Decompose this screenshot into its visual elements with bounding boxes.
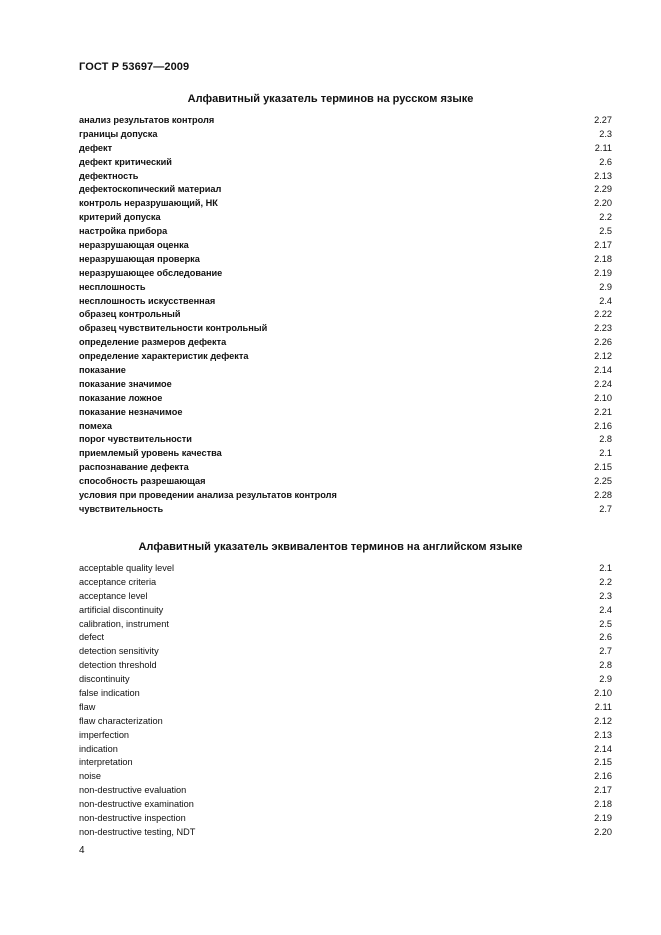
ru-index-ref: 2.28: [594, 490, 612, 501]
en-index-term: artificial discontinuity: [79, 604, 164, 615]
ru-index-entry: [79, 211, 612, 225]
ru-index-term: неразрушающая проверка: [79, 253, 200, 264]
ru-index-ref: 2.5: [599, 226, 612, 237]
ru-index-term: способность разрешающая: [79, 476, 206, 487]
ru-index-term: дефект критический: [79, 156, 172, 167]
ru-index-term: анализ результатов контроля: [79, 115, 215, 125]
en-index-term: detection sensitivity: [79, 646, 159, 657]
en-index-ref: 2.2: [599, 576, 612, 587]
ru-index-term: неразрушающая оценка: [79, 240, 189, 251]
en-index-entry: [79, 631, 612, 645]
en-index-ref: 2.3: [599, 590, 612, 601]
en-index-entry: [79, 812, 612, 826]
en-index-ref: 2.14: [594, 743, 612, 754]
ru-index-term: несплошность: [79, 281, 146, 292]
ru-index-term: показание незначимое: [79, 406, 183, 417]
ru-index-entry: [79, 433, 612, 447]
en-index-entry: [79, 562, 612, 576]
ru-index-ref: 2.8: [599, 434, 612, 445]
ru-index-term: показание ложное: [79, 392, 163, 403]
en-index-entry: [79, 701, 612, 715]
ru-index-term: образец контрольный: [79, 309, 181, 320]
ru-index-entry: [79, 239, 612, 253]
ru-index-ref: 2.18: [594, 253, 612, 264]
en-index-term: noise: [79, 771, 101, 782]
ru-index-entry: [79, 253, 612, 267]
en-index-ref: 2.12: [594, 715, 612, 726]
ru-index-entry: [79, 378, 612, 392]
ru-index-ref: 2.1: [599, 448, 612, 459]
ru-index-entry: [79, 142, 612, 156]
en-index-entry: [79, 590, 612, 604]
ru-index-entry: [79, 392, 612, 406]
ru-index-entry: [79, 364, 612, 378]
ru-index-term: дефектоскопический материал: [79, 184, 222, 195]
en-index-entry: [79, 645, 612, 659]
en-index-entry: [79, 826, 612, 840]
ru-index-term: настройка прибора: [79, 226, 168, 237]
ru-index-entry: [79, 183, 612, 197]
en-index-entry: [79, 756, 612, 770]
ru-index-entry: [79, 447, 612, 461]
ru-index-ref: 2.10: [594, 392, 612, 403]
ru-index-ref: 2.29: [594, 184, 612, 195]
en-index-ref: 2.11: [594, 701, 612, 712]
en-index-entry: [79, 798, 612, 812]
ru-index-entry: [79, 461, 612, 475]
en-index-term: defect: [79, 632, 105, 643]
ru-index-term: несплошность искусственная: [79, 295, 216, 306]
ru-index-term: определение характеристик дефекта: [79, 351, 249, 362]
ru-index-entry: [79, 295, 612, 309]
ru-index-term: чувствительность: [79, 503, 164, 514]
ru-index-term: контроль неразрушающий, НК: [79, 198, 218, 209]
en-index-ref: 2.10: [594, 688, 612, 699]
ru-index-entry: [79, 128, 612, 142]
ru-index-term: распознавание дефекта: [79, 462, 189, 473]
en-index-term: calibration, instrument: [79, 618, 169, 629]
en-index-ref: 2.5: [599, 618, 612, 629]
ru-index-entry: [79, 267, 612, 281]
en-index-ref: 2.15: [594, 757, 612, 768]
ru-index-ref: 2.14: [594, 365, 612, 376]
ru-index-entry: [79, 281, 612, 295]
en-index-term: false indication: [79, 688, 140, 699]
ru-index-ref: 2.3: [599, 128, 612, 139]
en-index-ref: 2.18: [594, 799, 612, 810]
en-index-title: Алфавитный указатель эквивалентов терминов на английском языке: [138, 541, 523, 553]
document-header: ГОСТ Р 53697—2009: [79, 61, 190, 73]
ru-index-ref: 2.12: [594, 351, 612, 362]
ru-index-term: границы допуска: [79, 128, 158, 139]
ru-index-ref: 2.22: [594, 309, 612, 320]
en-index-entry: [79, 715, 612, 729]
ru-index-ref: 2.24: [594, 378, 612, 389]
ru-index-ref: 2.7: [599, 503, 612, 514]
ru-index-title: Алфавитный указатель терминов на русском языке: [187, 93, 474, 105]
ru-index-entry: [79, 156, 612, 170]
ru-index-term: критерий допуска: [79, 212, 161, 223]
ru-index-entry: [79, 322, 612, 336]
en-index-ref: 2.9: [599, 674, 612, 685]
en-index-ref: 2.7: [599, 646, 612, 657]
page-number: 4: [79, 845, 85, 856]
ru-index-entry: [79, 336, 612, 350]
en-index-ref: 2.4: [599, 604, 612, 615]
en-index-entry: [79, 659, 612, 673]
en-index-entry: [79, 687, 612, 701]
ru-index-ref: 2.20: [594, 198, 612, 209]
en-index-term: non-destructive testing, NDT: [79, 826, 196, 837]
en-index-term: flaw: [79, 701, 96, 712]
en-index-term: non-destructive evaluation: [79, 785, 187, 796]
en-index-entry: [79, 618, 612, 632]
ru-index-entry: [79, 308, 612, 322]
ru-index-entry: [79, 197, 612, 211]
en-index-entry: [79, 729, 612, 743]
ru-index-entry: [79, 170, 612, 184]
en-index-entry: [79, 770, 612, 784]
ru-index-ref: 2.4: [599, 295, 612, 306]
ru-index-entry: [79, 503, 612, 517]
ru-index-ref: 2.2: [599, 212, 612, 223]
ru-index-entry: [79, 114, 612, 128]
en-index-term: indication: [79, 743, 118, 754]
ru-index-ref: 2.17: [594, 240, 612, 251]
en-index-entry: [79, 673, 612, 687]
en-index-ref: 2.13: [594, 729, 612, 740]
en-index-ref: 2.20: [594, 826, 612, 837]
en-index-entry: [79, 784, 612, 798]
ru-index-list: [79, 114, 612, 517]
en-index-term: imperfection: [79, 729, 130, 740]
en-index-entry: [79, 604, 612, 618]
ru-index-term: помеха: [79, 420, 113, 431]
en-index-term: acceptance criteria: [79, 576, 157, 587]
en-index-term: flaw characterization: [79, 715, 163, 726]
en-index-entry: [79, 576, 612, 590]
ru-index-ref: 2.6: [599, 156, 612, 167]
ru-index-term: приемлемый уровень качества: [79, 448, 222, 459]
ru-index-ref: 2.21: [594, 406, 612, 417]
ru-index-ref: 2.15: [594, 462, 612, 473]
en-index-term: acceptable quality level: [79, 563, 174, 573]
ru-index-term: дефект: [79, 142, 113, 153]
ru-index-term: показание: [79, 365, 126, 376]
ru-index-ref: 2.25: [594, 476, 612, 487]
ru-index-term: неразрушающее обследование: [79, 267, 223, 278]
ru-index-ref: 2.13: [594, 170, 612, 181]
ru-index-entry: [79, 406, 612, 420]
en-index-term: discontinuity: [79, 674, 130, 685]
en-index-ref: 2.6: [599, 632, 612, 643]
ru-index-term: условия при проведении анализа результатов контроля: [79, 490, 337, 501]
ru-index-term: порог чувствительности: [79, 434, 192, 445]
ru-index-ref: 2.9: [599, 281, 612, 292]
ru-index-ref: 2.26: [594, 337, 612, 348]
en-index-term: non-destructive examination: [79, 799, 194, 810]
en-index-ref: 2.1: [599, 563, 612, 573]
ru-index-entry: [79, 489, 612, 503]
en-index-term: detection threshold: [79, 660, 157, 671]
ru-index-ref: 2.27: [594, 115, 612, 125]
ru-index-ref: 2.19: [594, 267, 612, 278]
en-index-term: non-destructive inspection: [79, 813, 186, 824]
en-index-term: interpretation: [79, 757, 133, 768]
ru-index-ref: 2.16: [594, 420, 612, 431]
en-index-entry: [79, 743, 612, 757]
en-index-ref: 2.8: [599, 660, 612, 671]
ru-index-entry: [79, 350, 612, 364]
ru-index-term: дефектность: [79, 170, 139, 181]
ru-index-term: показание значимое: [79, 378, 172, 389]
en-index-list: [79, 562, 612, 840]
ru-index-ref: 2.11: [594, 142, 612, 153]
en-index-ref: 2.17: [594, 785, 612, 796]
ru-index-entry: [79, 225, 612, 239]
ru-index-ref: 2.23: [594, 323, 612, 334]
ru-index-entry: [79, 420, 612, 434]
ru-index-term: образец чувствительности контрольный: [79, 323, 268, 334]
en-index-ref: 2.16: [594, 771, 612, 782]
ru-index-entry: [79, 475, 612, 489]
ru-index-term: определение размеров дефекта: [79, 337, 227, 348]
en-index-term: acceptance level: [79, 590, 148, 601]
en-index-ref: 2.19: [594, 813, 612, 824]
